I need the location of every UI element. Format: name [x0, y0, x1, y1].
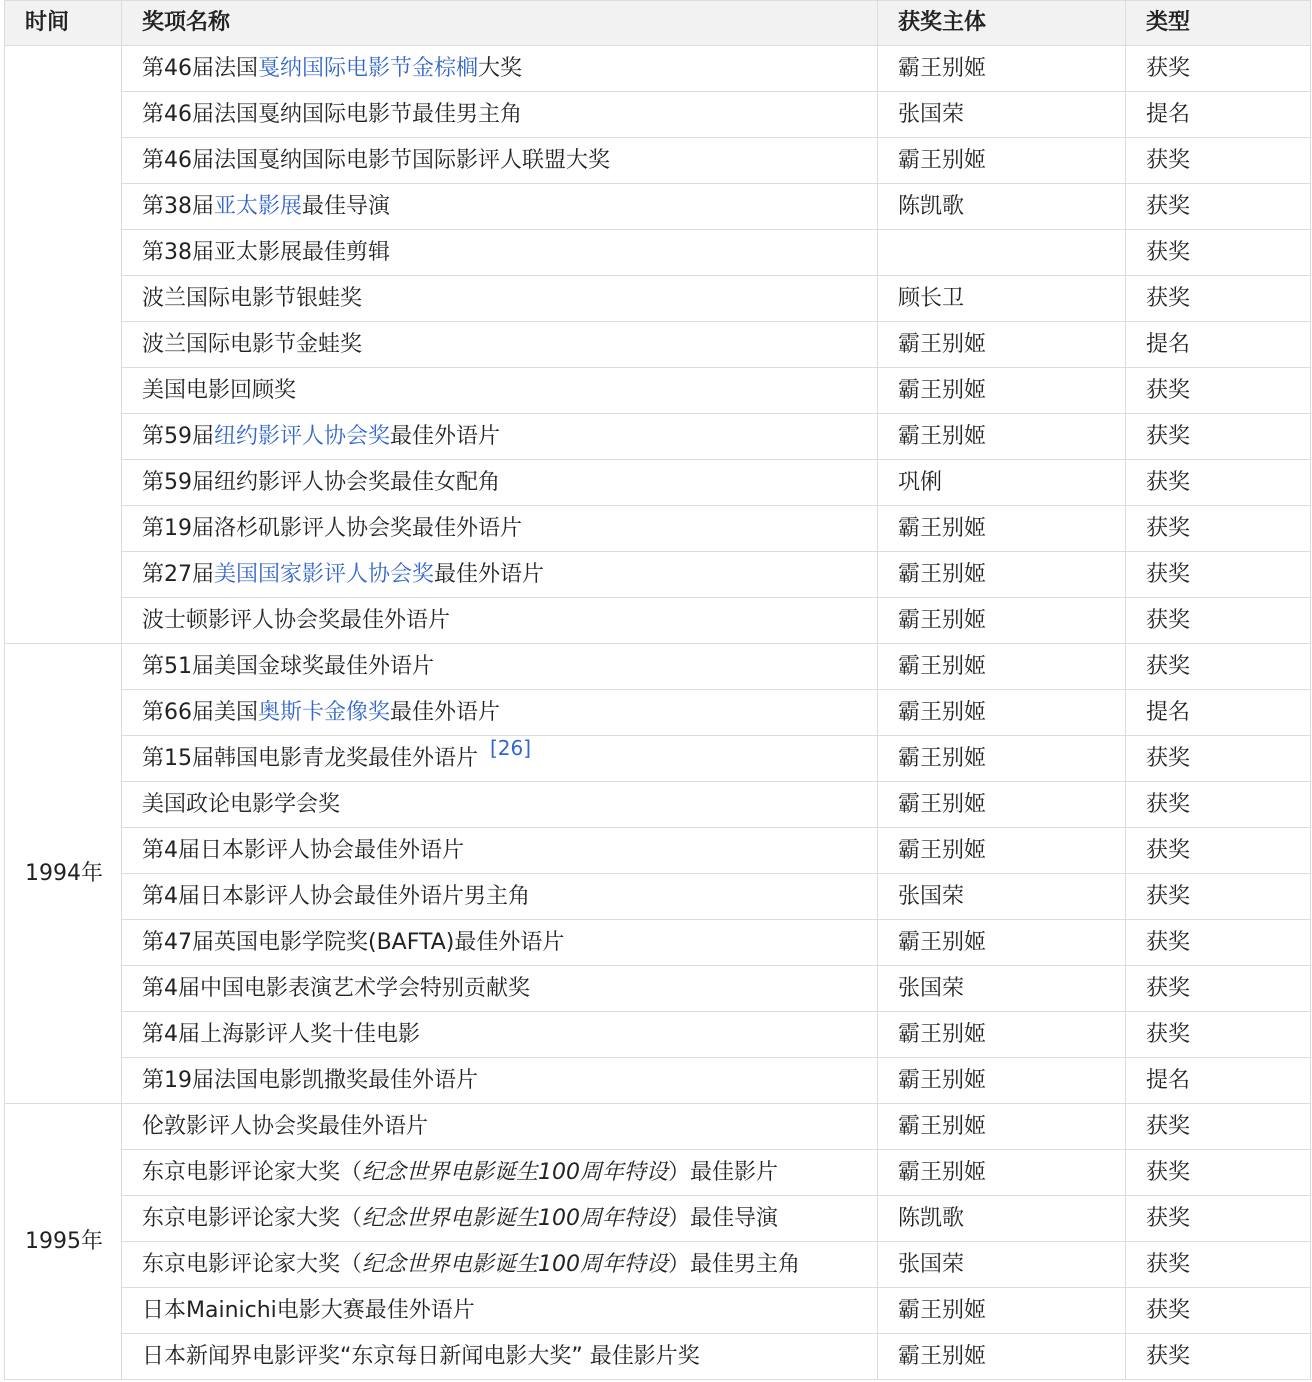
award-name-cell: 波兰国际电影节银蛙奖: [122, 276, 878, 322]
table-row: [5, 230, 1311, 276]
type-cell: 提名: [1126, 92, 1311, 138]
table-row: [5, 1012, 1311, 1058]
type-cell: 获奖: [1126, 368, 1311, 414]
type-cell: 获奖: [1126, 184, 1311, 230]
winner-cell: 张国荣: [878, 874, 1126, 920]
award-name-cell: 第38届亚太影展最佳剪辑: [122, 230, 878, 276]
table-row: [5, 276, 1311, 322]
award-name-cell: 第4届日本影评人协会最佳外语片: [122, 828, 878, 874]
winner-cell: 霸王别姬: [878, 46, 1126, 92]
table-row: [5, 506, 1311, 552]
award-name-cell: 第59届纽约影评人协会奖最佳外语片: [122, 414, 878, 460]
winner-cell: 霸王别姬: [878, 1288, 1126, 1334]
table-row: [5, 138, 1311, 184]
type-cell: 获奖: [1126, 1104, 1311, 1150]
award-name-cell: 东京电影评论家大奖（纪念世界电影诞生100周年特设）最佳影片: [122, 1150, 878, 1196]
year-cell: 1995年: [5, 1104, 122, 1380]
year-cell: 1994年: [5, 644, 122, 1104]
award-name-cell: 第51届美国金球奖最佳外语片: [122, 644, 878, 690]
header-winner: 获奖主体: [878, 1, 1126, 46]
type-cell: 获奖: [1126, 460, 1311, 506]
type-cell: 获奖: [1126, 782, 1311, 828]
type-cell: 提名: [1126, 1058, 1311, 1104]
type-cell: 提名: [1126, 690, 1311, 736]
table-row: [5, 1288, 1311, 1334]
winner-cell: 霸王别姬: [878, 138, 1126, 184]
winner-cell: 霸王别姬: [878, 1104, 1126, 1150]
award-name-cell: 第59届纽约影评人协会奖最佳女配角: [122, 460, 878, 506]
award-name-cell: 第19届洛杉矶影评人协会奖最佳外语片: [122, 506, 878, 552]
award-name-cell: 第4届中国电影表演艺术学会特别贡献奖: [122, 966, 878, 1012]
winner-cell: 霸王别姬: [878, 920, 1126, 966]
table-row: [5, 736, 1311, 782]
table-row: [5, 46, 1311, 92]
winner-cell: [878, 230, 1126, 276]
award-name-cell: 第46届法国戛纳国际电影节最佳男主角: [122, 92, 878, 138]
table-row: [5, 644, 1311, 690]
type-cell: 获奖: [1126, 920, 1311, 966]
winner-cell: 霸王别姬: [878, 690, 1126, 736]
winner-cell: 霸王别姬: [878, 414, 1126, 460]
award-link[interactable]: 奥斯卡金像奖: [258, 699, 391, 725]
award-name-cell: 波兰国际电影节金蛙奖: [122, 322, 878, 368]
award-link[interactable]: 纽约影评人协会奖: [214, 423, 391, 449]
winner-cell: 霸王别姬: [878, 598, 1126, 644]
table-row: [5, 598, 1311, 644]
awards-table: [4, 0, 1311, 1380]
type-cell: 获奖: [1126, 1150, 1311, 1196]
winner-cell: 陈凯歌: [878, 1196, 1126, 1242]
table-row: [5, 1150, 1311, 1196]
winner-cell: 霸王别姬: [878, 322, 1126, 368]
winner-cell: 张国荣: [878, 1242, 1126, 1288]
table-row: [5, 1058, 1311, 1104]
winner-cell: 巩俐: [878, 460, 1126, 506]
type-cell: 获奖: [1126, 138, 1311, 184]
award-name-cell: 第27届美国国家影评人协会奖最佳外语片: [122, 552, 878, 598]
award-name-cell: 第38届亚太影展最佳导演: [122, 184, 878, 230]
winner-cell: 霸王别姬: [878, 552, 1126, 598]
award-name-cell: 美国政论电影学会奖: [122, 782, 878, 828]
table-row: [5, 1242, 1311, 1288]
winner-cell: 陈凯歌: [878, 184, 1126, 230]
reference-link[interactable]: [26]: [490, 736, 532, 760]
winner-cell: 霸王别姬: [878, 1150, 1126, 1196]
winner-cell: 顾长卫: [878, 276, 1126, 322]
award-name-cell: 第4届上海影评人奖十佳电影: [122, 1012, 878, 1058]
award-name-cell: 第19届法国电影凯撒奖最佳外语片: [122, 1058, 878, 1104]
winner-cell: 霸王别姬: [878, 644, 1126, 690]
year-cell-empty: [5, 46, 122, 644]
table-row: [5, 552, 1311, 598]
table-row: [5, 690, 1311, 736]
header-row: [5, 1, 1311, 46]
header-award-name: 奖项名称: [122, 1, 878, 46]
type-cell: 获奖: [1126, 828, 1311, 874]
award-name-cell: 美国电影回顾奖: [122, 368, 878, 414]
header-time: 时间: [5, 1, 122, 46]
type-cell: 获奖: [1126, 276, 1311, 322]
table-row: [5, 966, 1311, 1012]
table-row: [5, 1104, 1311, 1150]
winner-cell: 霸王别姬: [878, 1012, 1126, 1058]
type-cell: 获奖: [1126, 1012, 1311, 1058]
type-cell: 获奖: [1126, 1288, 1311, 1334]
winner-cell: 霸王别姬: [878, 1058, 1126, 1104]
award-name-cell: 波士顿影评人协会奖最佳外语片: [122, 598, 878, 644]
winner-cell: 霸王别姬: [878, 1334, 1126, 1380]
table-row: [5, 1196, 1311, 1242]
table-row: [5, 368, 1311, 414]
winner-cell: 霸王别姬: [878, 506, 1126, 552]
award-name-cell: 第46届法国戛纳国际电影节国际影评人联盟大奖: [122, 138, 878, 184]
winner-cell: 霸王别姬: [878, 368, 1126, 414]
type-cell: 获奖: [1126, 644, 1311, 690]
table-row: [5, 184, 1311, 230]
winner-cell: 霸王别姬: [878, 736, 1126, 782]
table-row: [5, 322, 1311, 368]
table-row: [5, 920, 1311, 966]
table-row: [5, 874, 1311, 920]
winner-cell: 张国荣: [878, 92, 1126, 138]
award-name-cell: 东京电影评论家大奖（纪念世界电影诞生100周年特设）最佳男主角: [122, 1242, 878, 1288]
type-cell: 获奖: [1126, 552, 1311, 598]
award-name-cell: 日本Mainichi电影大赛最佳外语片: [122, 1288, 878, 1334]
type-cell: 获奖: [1126, 506, 1311, 552]
award-name-cell: 东京电影评论家大奖（纪念世界电影诞生100周年特设）最佳导演: [122, 1196, 878, 1242]
table-row: [5, 460, 1311, 506]
award-name-cell: 第66届美国奥斯卡金像奖最佳外语片: [122, 690, 878, 736]
type-cell: 获奖: [1126, 736, 1311, 782]
type-cell: 获奖: [1126, 1196, 1311, 1242]
type-cell: 获奖: [1126, 966, 1311, 1012]
award-name-cell: 第4届日本影评人协会最佳外语片男主角: [122, 874, 878, 920]
table-row: [5, 414, 1311, 460]
award-link[interactable]: 戛纳国际电影节金棕榈: [258, 55, 479, 81]
type-cell: 获奖: [1126, 1334, 1311, 1380]
type-cell: 获奖: [1126, 230, 1311, 276]
table-row: [5, 828, 1311, 874]
type-cell: 获奖: [1126, 46, 1311, 92]
award-name-cell: 第46届法国戛纳国际电影节金棕榈大奖: [122, 46, 878, 92]
header-type: 类型: [1126, 1, 1311, 46]
award-name-cell: 第15届韩国电影青龙奖最佳外语片 [26]: [122, 736, 878, 782]
table-row: [5, 1334, 1311, 1380]
winner-cell: 张国荣: [878, 966, 1126, 1012]
award-name-cell: 第47届英国电影学院奖(BAFTA)最佳外语片: [122, 920, 878, 966]
winner-cell: 霸王别姬: [878, 782, 1126, 828]
type-cell: 获奖: [1126, 1242, 1311, 1288]
type-cell: 获奖: [1126, 414, 1311, 460]
winner-cell: 霸王别姬: [878, 828, 1126, 874]
award-link[interactable]: 亚太影展: [214, 193, 303, 219]
type-cell: 获奖: [1126, 598, 1311, 644]
type-cell: 提名: [1126, 322, 1311, 368]
award-name-cell: 日本新闻界电影评奖“东京每日新闻电影大奖” 最佳影片奖: [122, 1334, 878, 1380]
type-cell: 获奖: [1126, 874, 1311, 920]
award-name-cell: 伦敦影评人协会奖最佳外语片: [122, 1104, 878, 1150]
table-row: [5, 782, 1311, 828]
table-row: [5, 92, 1311, 138]
award-link[interactable]: 美国国家影评人协会奖: [214, 561, 435, 587]
